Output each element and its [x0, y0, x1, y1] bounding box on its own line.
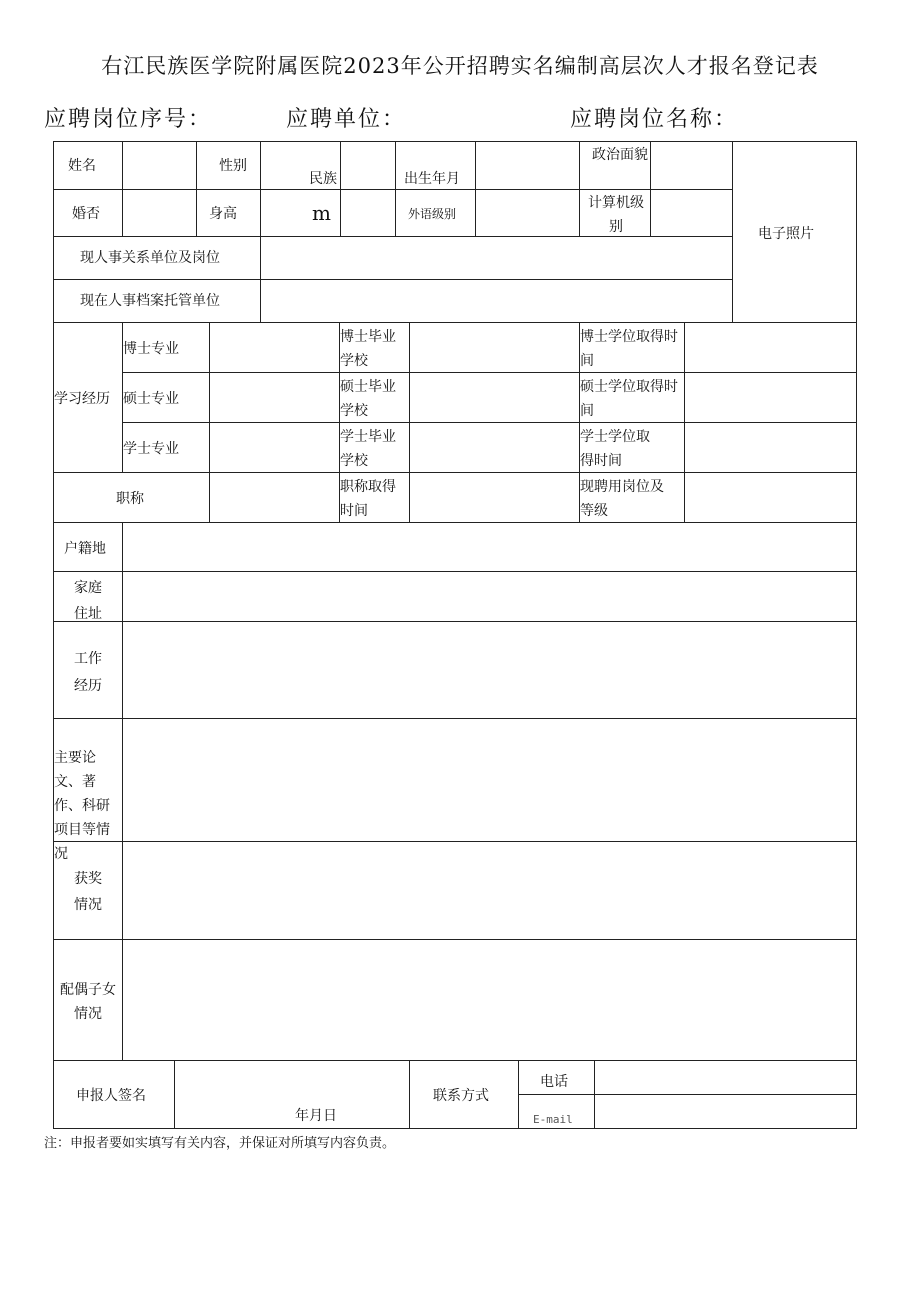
title-time-label: 职称取得时间 [340, 479, 396, 519]
current-post-field[interactable] [685, 473, 856, 522]
ethnicity-field[interactable] [341, 141, 395, 189]
master-major-field[interactable] [210, 373, 339, 422]
household-field[interactable] [123, 523, 856, 571]
master-major-label: 硕士专业 [123, 391, 179, 407]
signature-label: 申报人签名 [76, 1088, 146, 1104]
phd-major-label: 博士专业 [123, 341, 179, 357]
awards-label: 获奖情况 [74, 871, 102, 913]
foreign-language-label: 外语级别 [408, 207, 457, 221]
bachelor-school-field[interactable] [410, 423, 579, 472]
master-time-field[interactable] [685, 373, 856, 422]
contact-label: 联系方式 [433, 1088, 489, 1104]
master-school-label: 硕士毕业学校 [340, 379, 396, 419]
awards-field[interactable] [123, 842, 856, 939]
bachelor-time-field[interactable] [685, 423, 856, 472]
phone-label: 电话 [540, 1074, 568, 1090]
footnote: 注：申报者要如实填写有关内容，并保证对所填写内容负责。 [44, 1136, 396, 1151]
current-unit-label: 现人事关系单位及岗位 [80, 250, 220, 266]
current-post-label: 现聘用岗位及等级 [580, 479, 664, 519]
birth-label: 出生年月 [404, 171, 460, 187]
family-field[interactable] [123, 940, 856, 1060]
political-field[interactable] [651, 141, 732, 189]
bachelor-time-label: 学士学位取得时间 [580, 429, 650, 469]
birth-field[interactable] [476, 141, 579, 189]
phd-time-label: 博士学位取得时间 [580, 329, 678, 369]
computer-field[interactable] [651, 190, 732, 236]
family-label: 配偶子女情况 [60, 982, 116, 1022]
email-field[interactable] [595, 1095, 856, 1128]
height-label: 身高 [209, 206, 237, 222]
work-history-label: 工作经历 [74, 651, 102, 694]
name-field[interactable] [123, 141, 196, 189]
bachelor-major-field[interactable] [210, 423, 339, 472]
form-title: 右江民族医学院附属医院2023年公开招聘实名编制高层次人才报名登记表 [101, 54, 819, 78]
bachelor-school-label: 学士毕业学校 [340, 429, 396, 469]
post-name-label: 应聘岗位名称： [570, 107, 739, 132]
date-label: 年月日 [295, 1108, 337, 1124]
papers-field[interactable] [123, 719, 856, 841]
signature-field[interactable] [175, 1061, 409, 1128]
height-field[interactable] [341, 190, 395, 236]
height-unit: m [312, 201, 331, 225]
master-school-field[interactable] [410, 373, 579, 422]
post-number-label: 应聘岗位序号： [44, 107, 213, 132]
computer-label: 计算机级别 [588, 195, 644, 235]
name-label: 姓名 [68, 158, 96, 174]
title-time-field[interactable] [410, 473, 579, 522]
archive-unit-label: 现在人事档案托管单位 [80, 293, 220, 309]
work-history-field[interactable] [123, 622, 856, 718]
ethnicity-label: 民族 [309, 171, 337, 187]
photo-upload[interactable] [733, 141, 856, 322]
marital-label: 婚否 [72, 206, 100, 222]
archive-unit-field[interactable] [261, 280, 732, 322]
master-time-label: 硕士学位取得时间 [580, 379, 678, 419]
marital-field[interactable] [123, 190, 196, 236]
phone-field[interactable] [595, 1061, 856, 1094]
address-field[interactable] [123, 572, 856, 621]
gender-label: 性别 [219, 158, 247, 174]
registration-form [53, 141, 857, 1129]
photo-label: 电子照片 [758, 226, 814, 242]
phd-school-field[interactable] [410, 323, 579, 372]
phd-time-field[interactable] [685, 323, 856, 372]
email-label: E-mail [533, 1113, 573, 1126]
phd-school-label: 博士毕业学校 [340, 329, 396, 369]
household-label: 户籍地 [64, 541, 106, 557]
papers-label: 主要论文、著作、科研项目等情况 [54, 750, 110, 862]
foreign-language-field[interactable] [476, 190, 579, 236]
address-label: 家庭住址 [74, 580, 102, 620]
education-label: 学习经历 [54, 391, 110, 407]
phd-major-field[interactable] [210, 323, 339, 372]
current-unit-field[interactable] [261, 237, 732, 279]
political-label: 政治面貌 [592, 147, 648, 163]
bachelor-major-label: 学士专业 [123, 441, 179, 457]
professional-title-label: 职称 [116, 491, 144, 507]
unit-label: 应聘单位： [286, 107, 407, 132]
professional-title-field[interactable] [210, 473, 339, 522]
